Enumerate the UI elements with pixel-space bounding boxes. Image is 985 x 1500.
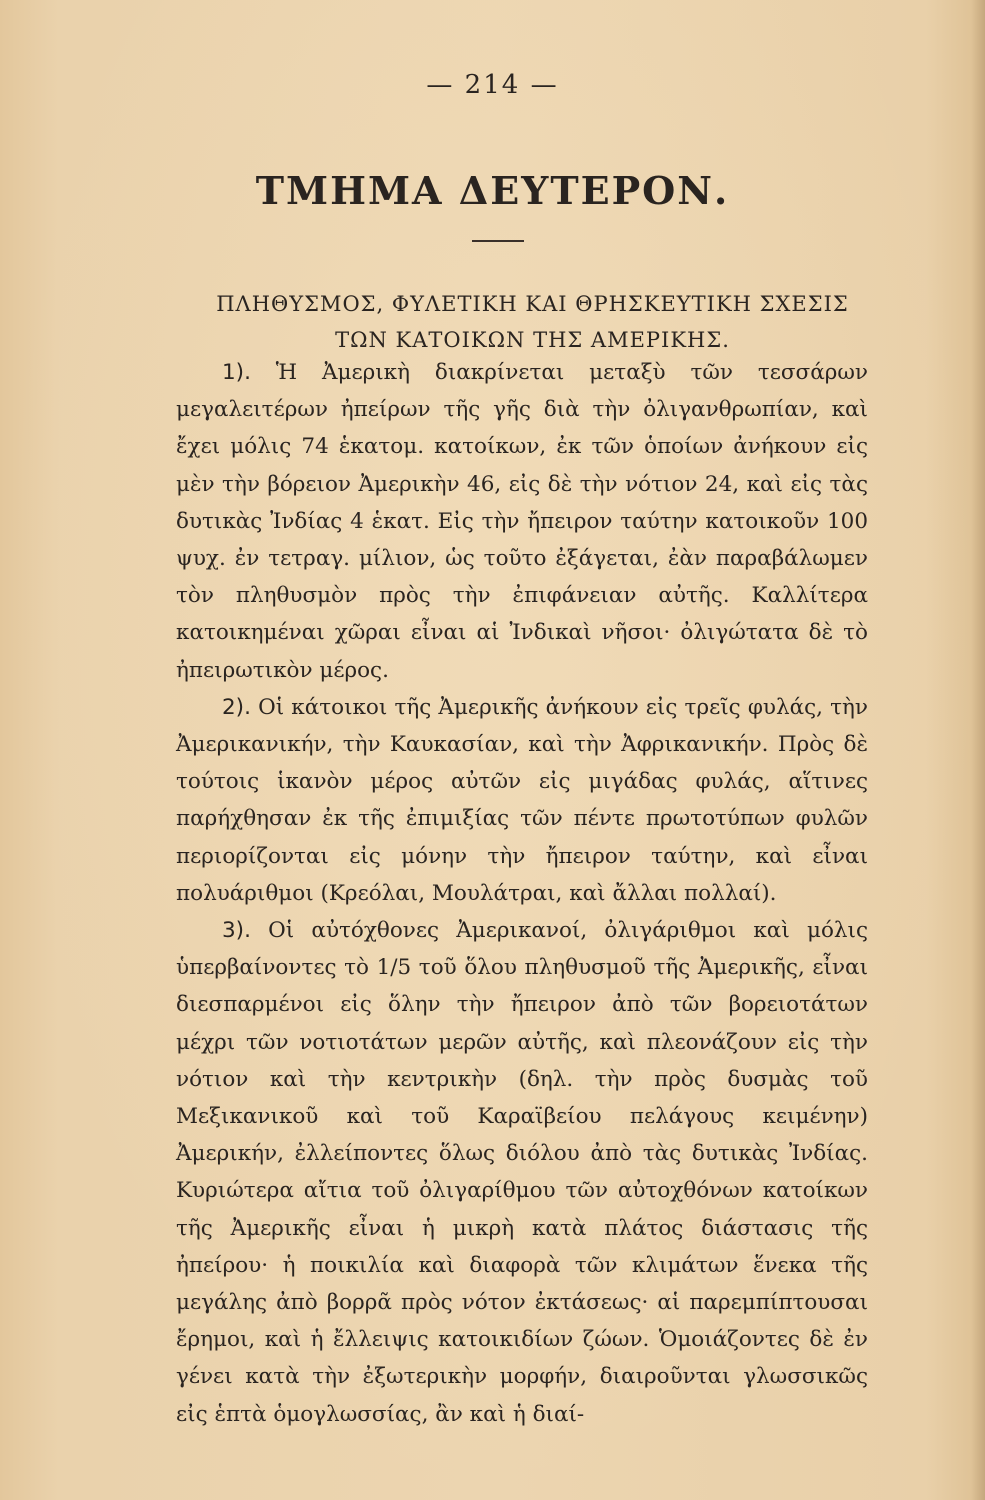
title-divider [472, 240, 524, 242]
body-text [176, 354, 868, 1433]
paragraph-text: Οἱ κάτοικοι τῆς Ἀμερικῆς ἀνήκουν εἰς τρεῖς φυλάς, τὴν Ἀμερικανικήν, τὴν Καυκασίαν, καὶ τὴν Ἀφρικανικήν. Πρὸς δὲ τούτοις ἱκανὸν μέρος αὐτῶν εἰς μιγάδας φυλάς, αἵτινες παρήχθησαν ἐκ τῆς ἐπιμιξίας τῶν πέντε πρωτοτύπων φυλῶν περιορίζονται εἰς μόνην τὴν ἤπειρον ταύτην, καὶ εἶναι πολυάριθμοι (Κρεόλαι, Μουλάτραι, καὶ ἄλλαι πολλαί). [176, 694, 868, 906]
page-number: — 214 — [426, 70, 559, 100]
paragraph-2 [176, 689, 868, 912]
paragraph-text: Οἱ αὐτόχθονες Ἀμερικανοί, ὀλιγάριθμοι καὶ μόλις ὑπερβαίνοντες τὸ 1/5 τοῦ ὅλου πληθυσμοῦ τῆς Ἀμερικῆς, εἶναι διεσπαρμένοι εἰς ὅλην τὴν ἤπειρον ἀπὸ τῶν βορειοτάτων μέχρι τῶν νοτιοτάτων μερῶν αὐτῆς, καὶ πλεονάζουν εἰς τὴν νότιον καὶ τὴν κεντρικὴν (δηλ. τὴν πρὸς δυσμὰς τοῦ Μεξικανικοῦ καὶ τοῦ Καραϊβείου πελάγους κειμένην) Ἀμερικήν, ἐλλείποντες ὅλως διόλου ἀπὸ τὰς δυτικὰς Ἰνδίας. Κυριώτερα αἴτια τοῦ ὀλιγαρίθμου τῶν αὐτοχθόνων κατοίκων τῆς Ἀμερικῆς εἶναι ἡ μικρὴ κατὰ πλάτος διάστασις τῆς ἠπείρου· ἡ ποικιλία καὶ διαφορὰ τῶν κλιμάτων ἕνεκα τῆς μεγάλης ἀπὸ βορρᾶ πρὸς νότον ἐκτάσεως· αἱ παρεμπίπτουσαι ἔρημοι, καὶ ἡ ἔλλειψις κατοικιδίων ζώων. Ὁμοιάζοντες δὲ ἐν γένει κατὰ τὴν ἐξωτερικὴν μορφήν, διαιροῦνται γλωσσικῶς εἰς ἑπτὰ ὁμογλωσσίας, ἂν καὶ ἡ διαί- [176, 918, 868, 1427]
paragraph-number: 3). [222, 918, 251, 944]
page-edge-shadow [971, 0, 985, 1500]
paragraph-text: Ἡ Ἀμερικὴ διακρίνεται μεταξὺ τῶν τεσσάρων μεγαλειτέρων ἠπείρων τῆς γῆς διὰ τὴν ὀλιγανθρωπίαν, καὶ ἔχει μόλις 74 ἑκατομ. κατοίκων, ἐκ τῶν ὁποίων ἀνήκουν εἰς μὲν τὴν βόρειον Ἀμερικὴν 46, εἰς δὲ τὴν νότιον 24, καὶ εἰς τὰς δυτικὰς Ἰνδίας 4 ἑκατ. Εἰς τὴν ἤπειρον ταύτην κατοικοῦν 100 ψυχ. ἐν τετραγ. μίλιον, ὡς τοῦτο ἐξάγεται, ἐὰν παραβάλωμεν τὸν πληθυσμὸν πρὸς τὴν ἐπιφάνειαν αὐτῆς. Καλλίτερα κατοικημέναι χῶραι εἶναι αἱ Ἰνδικαὶ νῆσοι· ὀλιγώτατα δὲ τὸ ἠπειρωτικὸν μέρος. [176, 360, 868, 683]
paragraph-3 [176, 912, 868, 1433]
paragraph-1 [176, 354, 868, 689]
chapter-subtitle: ΠΛΗΘΥΣΜΟΣ, ΦΥΛΕΤΙΚΗ ΚΑΙ ΘΡΗΣΚΕΥΤΙΚΗ ΣΧΕΣΙΣ ΤΩΝ ΚΑΤΟΙΚΩΝ ΤΗΣ ΑΜΕΡΙΚΗΣ. [216, 292, 849, 352]
section-title: ΤΜΗΜΑ ΔΕΥΤΕΡΟΝ. [255, 168, 730, 213]
paragraph-number: 1). [222, 360, 251, 385]
paragraph-number: 2). [222, 694, 251, 720]
